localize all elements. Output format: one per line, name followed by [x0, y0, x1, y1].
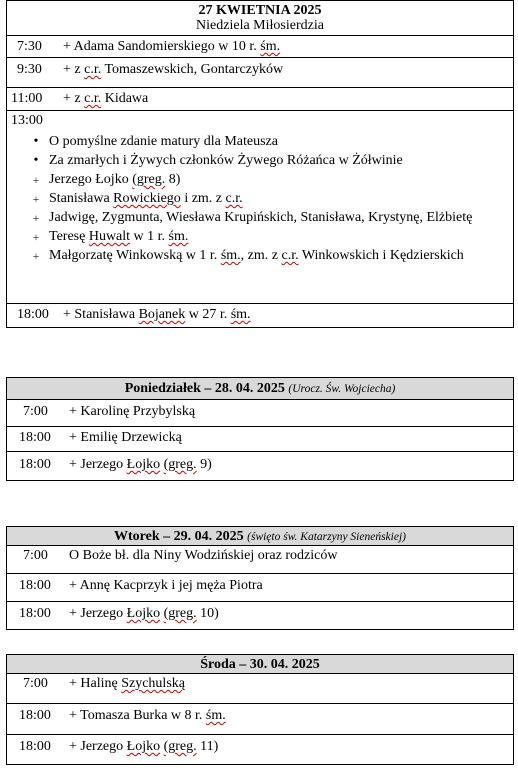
mass-row	[6, 36, 514, 58]
mass-time: 18:00	[19, 430, 51, 445]
mass-row	[6, 452, 514, 481]
mass-row	[6, 574, 514, 602]
mass-time: 18:00	[19, 457, 51, 472]
mass-row	[6, 735, 514, 765]
sunday-subtitle: Niedziela Miłosierdzia	[196, 18, 324, 33]
mass-row	[6, 602, 514, 630]
mass-intention: O Boże bł. dla Niny Wodzińskiej oraz rodziców	[69, 548, 338, 563]
monday-title: Poniedziałek – 28. 04. 2025	[124, 381, 285, 396]
mass-intention: + Adama Sandomierskiego w 10 r. śm.	[63, 39, 281, 54]
list-item: • O pomyślne zdanie matury dla Mateusza	[33, 134, 278, 149]
mass-row	[6, 546, 514, 574]
monday-schedule	[6, 377, 514, 481]
list-item: + Małgorzatę Winkowską w 1 r. śm., zm. z c.r. Winkowskich i Kędzierskich	[32, 248, 464, 263]
monday-header	[6, 377, 514, 400]
mass-row	[6, 427, 514, 452]
sunday-schedule	[6, 0, 514, 328]
mass-time: 11:00	[11, 91, 43, 106]
mass-time: 7:00	[23, 404, 48, 419]
noon-mass-row	[6, 111, 514, 304]
tuesday-note: (święto św. Katarzyny Sieneńskiej)	[247, 531, 406, 543]
mass-time: 18:00	[19, 739, 51, 754]
mass-time: 7:00	[23, 548, 48, 563]
mass-intention: + Jerzego Łojko (greg. 10)	[69, 606, 219, 621]
mass-time: 9:30	[17, 62, 42, 77]
wednesday-schedule	[6, 654, 514, 765]
mass-row	[6, 674, 514, 704]
mass-intention: + Karolinę Przybylską	[69, 404, 196, 419]
mass-intention: + z c.r. Tomaszewskich, Gontarczyków	[63, 62, 284, 77]
wednesday-title: Środa – 30. 04. 2025	[200, 657, 320, 672]
list-item: + Jerzego Łojko (greg. 8)	[32, 172, 181, 187]
sunday-header	[6, 0, 514, 36]
mass-intention: + Tomasza Burka w 8 r. śm.	[69, 708, 226, 723]
mass-intention: + z c.r. Kidawa	[63, 91, 149, 106]
mass-row	[6, 304, 514, 328]
mass-time: 13:00	[11, 113, 43, 128]
mass-intention: + Jerzego Łojko (greg. 9)	[69, 457, 212, 472]
list-item: + Stanisława Rowickiego i zm. z c.r.	[32, 191, 243, 206]
tuesday-title: Wtorek – 29. 04. 2025	[114, 529, 244, 544]
mass-time: 7:00	[23, 676, 48, 691]
mass-intention: + Jerzego Łojko (greg. 11)	[69, 739, 219, 754]
mass-row	[6, 87, 514, 111]
list-item: + Jadwigę, Zygmunta, Wiesława Krupińskich, Stanisława, Krystynę, Elżbietę	[32, 210, 473, 225]
mass-time: 18:00	[17, 307, 49, 322]
mass-intention: + Annę Kacprzyk i jej męża Piotra	[69, 578, 263, 593]
mass-row	[6, 400, 514, 427]
mass-intention: + Halinę Szychulską	[69, 676, 185, 691]
list-item: • Za zmarłych i Żywych członków Żywego Różańca w Żółwinie	[33, 153, 403, 168]
wednesday-header	[6, 654, 514, 674]
intentions-list	[7, 133, 513, 266]
mass-time: 18:00	[19, 606, 51, 621]
mass-row	[6, 58, 514, 88]
tuesday-header	[6, 526, 514, 546]
mass-time: 7:30	[17, 39, 42, 54]
tuesday-schedule	[6, 526, 514, 630]
sunday-title: 27 KWIETNIA 2025	[198, 3, 322, 18]
mass-row	[6, 704, 514, 735]
mass-intention: + Stanisława Bojanek w 27 r. śm.	[63, 307, 251, 322]
mass-intention: + Emilię Drzewicką	[69, 430, 182, 445]
mass-time: 18:00	[19, 578, 51, 593]
list-item: + Teresę Huwalt w 1 r. śm.	[32, 229, 189, 244]
mass-time: 18:00	[19, 708, 51, 723]
monday-note: (Urocz. Św. Wojciecha)	[288, 383, 396, 395]
